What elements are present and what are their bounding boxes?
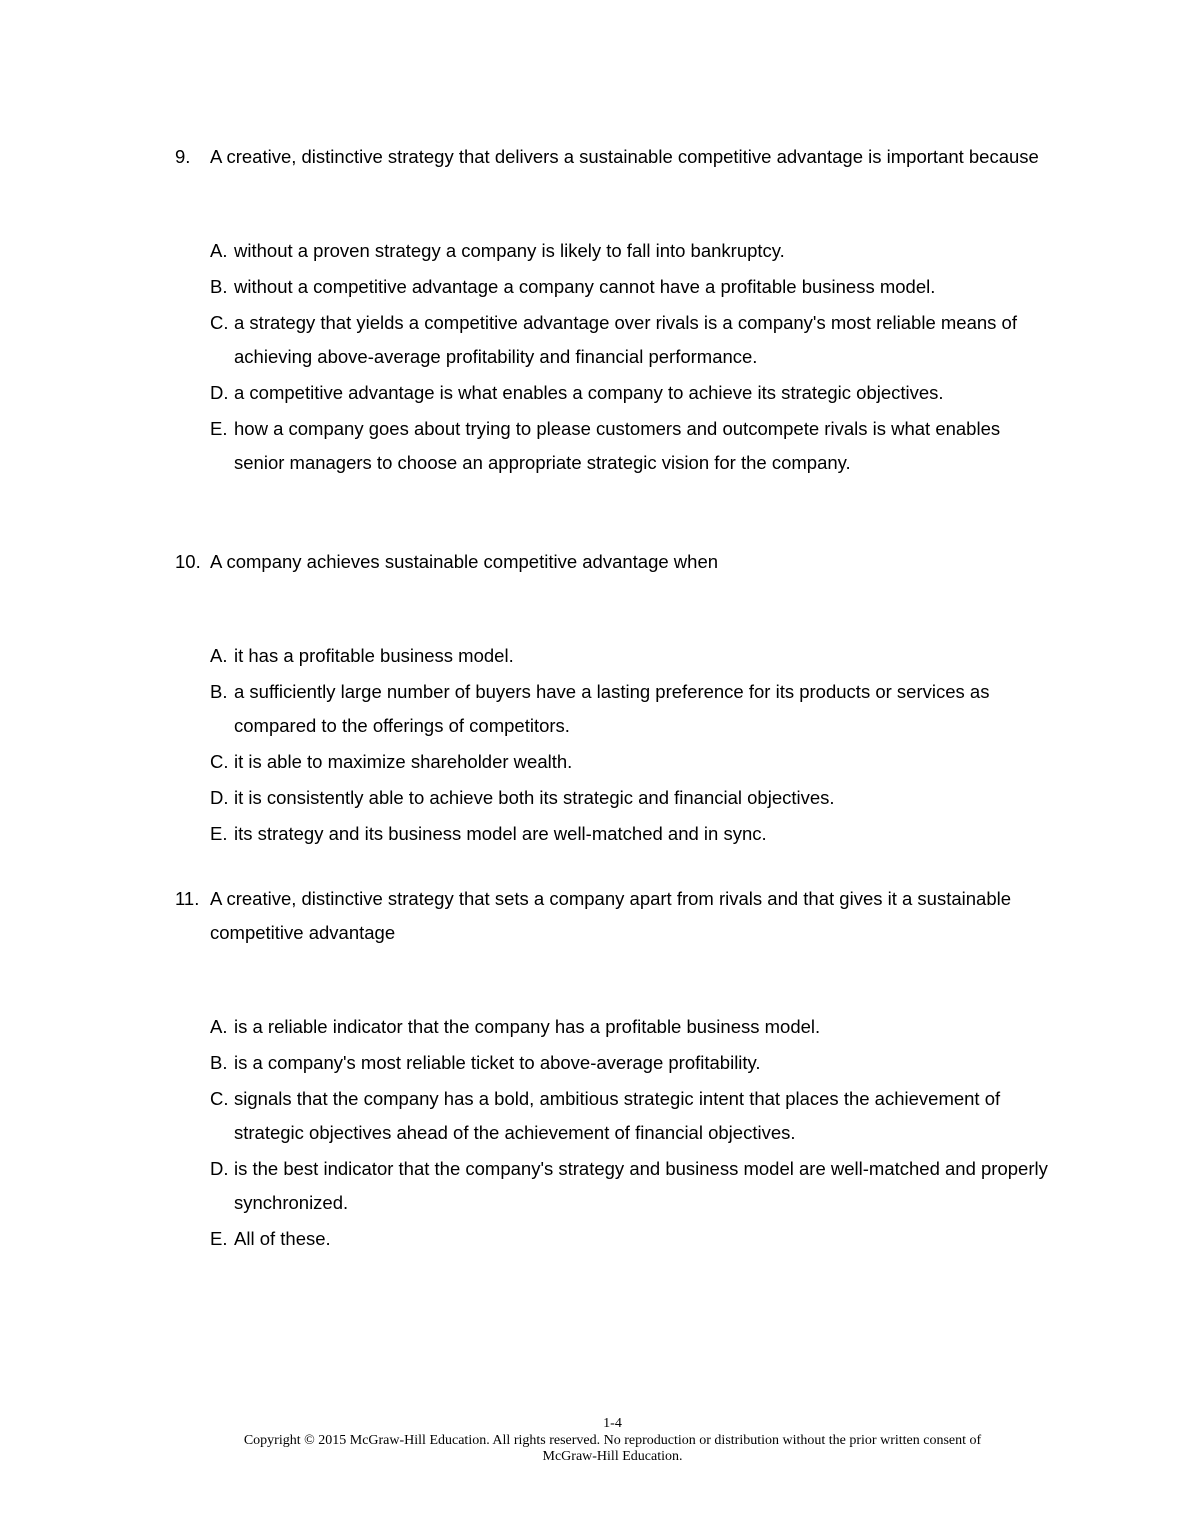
option-letter: C.: [210, 312, 229, 333]
option-text: without a proven strategy a company is likely to fall into bankruptcy.: [234, 240, 785, 261]
copyright-notice: Copyright © 2015 McGraw-Hill Education. All rights reserved. No reproduction or distribution without the prior written consent of: [243, 1432, 982, 1448]
option-letter: C.: [210, 751, 229, 772]
option-letter: D.: [210, 1158, 229, 1179]
option-e: [210, 1222, 1055, 1256]
option-letter: D.: [210, 787, 229, 808]
question-text: A creative, distinctive strategy that sets a company apart from rivals and that gives it a sustainable competitive advantage: [210, 888, 1012, 943]
option-letter: B.: [210, 1052, 228, 1073]
option-b: [210, 675, 1055, 743]
page-footer: [150, 1416, 1075, 1466]
option-text: is the best indicator that the company's strategy and business model are well-matched and properly synchronized.: [234, 1158, 1048, 1213]
option-text: is a reliable indicator that the company has a profitable business model.: [234, 1016, 821, 1037]
question-number: 11.: [175, 888, 200, 909]
question-9: [175, 140, 1055, 482]
question-text: A creative, distinctive strategy that delivers a sustainable competitive advantage is important because: [210, 146, 1039, 167]
option-letter: C.: [210, 1088, 229, 1109]
option-d: [210, 1152, 1055, 1220]
question-stem: [175, 882, 1055, 950]
option-letter: D.: [210, 382, 229, 403]
option-a: [210, 234, 1055, 268]
option-letter: A.: [210, 645, 228, 666]
option-text: it is consistently able to achieve both its strategic and financial objectives.: [234, 787, 835, 808]
option-letter: E.: [210, 823, 228, 844]
question-10: [175, 545, 1055, 853]
question-text: A company achieves sustainable competitive advantage when: [210, 551, 719, 572]
option-text: it has a profitable business model.: [234, 645, 514, 666]
option-letter: E.: [210, 1228, 228, 1249]
option-text: is a company's most reliable ticket to above-average profitability.: [234, 1052, 761, 1073]
option-c: [210, 745, 1055, 779]
copyright-notice-continued: McGraw-Hill Education.: [542, 1449, 683, 1464]
option-text: signals that the company has a bold, ambitious strategic intent that places the achievement of strategic objectives ahead of the achievement of financial objectives.: [234, 1088, 1001, 1143]
answer-options: [175, 1010, 1055, 1256]
option-letter: A.: [210, 240, 228, 261]
option-c: [210, 1082, 1055, 1150]
option-text: a competitive advantage is what enables a company to achieve its strategic objectives.: [234, 382, 944, 403]
option-text: without a competitive advantage a company cannot have a profitable business model.: [234, 276, 936, 297]
option-a: [210, 1010, 1055, 1044]
option-a: [210, 639, 1055, 673]
option-c: [210, 306, 1055, 374]
question-number: 9.: [175, 146, 191, 167]
option-text: a strategy that yields a competitive advantage over rivals is a company's most reliable means of achieving above-average profitability and financial performance.: [234, 312, 1017, 367]
option-text: its strategy and its business model are well-matched and in sync.: [234, 823, 767, 844]
option-letter: A.: [210, 1016, 228, 1037]
question-stem: [175, 140, 1055, 174]
option-letter: B.: [210, 276, 228, 297]
answer-options: [175, 234, 1055, 480]
option-b: [210, 270, 1055, 304]
option-d: [210, 376, 1055, 410]
option-letter: B.: [210, 681, 228, 702]
question-stem: [175, 545, 1055, 579]
option-text: how a company goes about trying to please customers and outcompete rivals is what enables senior managers to choose an appropriate strategic vision for the company.: [234, 418, 1001, 473]
option-b: [210, 1046, 1055, 1080]
option-d: [210, 781, 1055, 815]
option-e: [210, 817, 1055, 851]
question-11: [175, 882, 1055, 1258]
question-number: 10.: [175, 551, 201, 572]
option-e: [210, 412, 1055, 480]
answer-options: [175, 639, 1055, 851]
option-letter: E.: [210, 418, 228, 439]
option-text: a sufficiently large number of buyers have a lasting preference for its products or services as compared to the offerings of competitors.: [234, 681, 990, 736]
option-text: All of these.: [234, 1228, 331, 1249]
page-number: 1-4: [603, 1416, 622, 1431]
option-text: it is able to maximize shareholder wealth.: [234, 751, 573, 772]
